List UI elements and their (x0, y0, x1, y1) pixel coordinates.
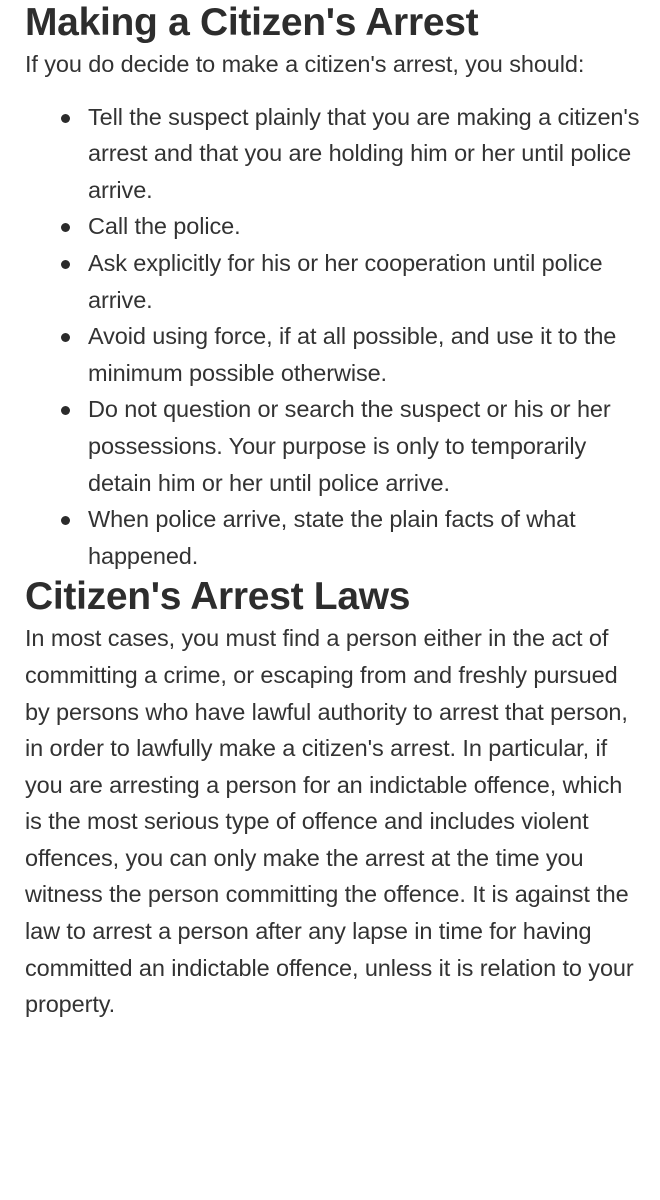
list-item-text: Do not question or search the suspect or his or her possessions. Your purpose is only to temporarily detain him or her until police arrive. (88, 396, 611, 496)
laws-paragraph: In most cases, you must find a person either in the act of committing a crime, or escaping from and freshly pursued by persons who have lawful authority to arrest that person, in order to lawfully make a citizen's arrest. In particular, if you are arresting a person for an indictable offence, which is the most serious type of offence and includes violent offences, you can only make the arrest at the time you witness the person committing the offence. It is against the law to arrest a person after any lapse in time for having committed an indictable offence, unless it is relation to your property. (25, 625, 634, 1018)
list-item (88, 318, 645, 391)
list-item (88, 208, 645, 245)
list-item (88, 99, 645, 209)
bullet-icon (61, 114, 70, 123)
list-item-text: Tell the suspect plainly that you are making a citizen's arrest and that you are holding him or her until police arrive. (88, 103, 640, 203)
intro-paragraph: If you do decide to make a citizen's arrest, you should: (25, 51, 585, 77)
list-item (88, 391, 645, 501)
section-heading-making-arrest: Making a Citizen's Arrest (25, 1, 479, 44)
bullet-list (25, 99, 645, 575)
list-item (88, 501, 645, 574)
list-item-text: Avoid using force, if at all possible, and use it to the minimum possible otherwise. (88, 323, 617, 386)
list-item-text: Call the police. (88, 213, 241, 240)
list-item-text: Ask explicitly for his or her cooperation until police arrive. (88, 249, 603, 313)
bullet-icon (61, 223, 70, 232)
bullet-icon (61, 260, 70, 269)
section-heading-arrest-laws: Citizen's Arrest Laws (25, 575, 411, 619)
bullet-icon (61, 333, 70, 342)
list-item-text: When police arrive, state the plain facts of what happened. (88, 506, 576, 569)
list-item (88, 245, 645, 318)
bullet-icon (61, 406, 70, 415)
bullet-icon (61, 516, 70, 525)
article-content (25, 0, 645, 1023)
